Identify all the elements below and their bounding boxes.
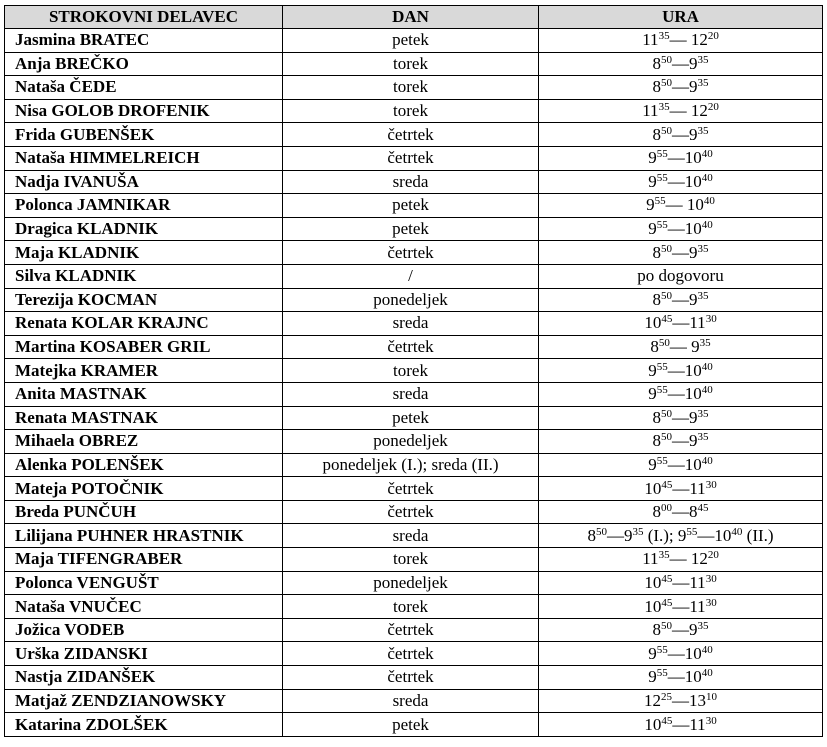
- time-text: — 12: [669, 549, 708, 569]
- time-minutes: 40: [731, 525, 743, 538]
- staff-name: Martina KOSABER GRIL: [5, 335, 283, 359]
- table-row: [5, 382, 823, 406]
- time-text: —11: [672, 478, 706, 498]
- time-minutes: 00: [661, 502, 672, 515]
- time-text: —10: [667, 384, 702, 404]
- staff-name: Frida GUBENŠEK: [5, 123, 283, 147]
- table-row: [5, 29, 823, 53]
- consultation-time: [539, 430, 823, 454]
- staff-name: Urška ZIDANSKI: [5, 642, 283, 666]
- table-row: [5, 123, 823, 147]
- time-text: 9: [648, 384, 657, 404]
- time-text: 9: [648, 360, 657, 380]
- time-text: — 12: [669, 101, 708, 121]
- consultation-time: [539, 524, 823, 548]
- time-minutes: 50: [595, 525, 607, 538]
- time-minutes: 55: [656, 667, 668, 680]
- staff-name: Silva KLADNIK: [5, 264, 283, 288]
- time-minutes: 45: [661, 596, 673, 609]
- time-text: —11: [672, 572, 706, 592]
- consultation-day: petek: [283, 217, 539, 241]
- staff-name: Terezija KOCMAN: [5, 288, 283, 312]
- consultation-time: [539, 264, 823, 288]
- consultation-time: [539, 76, 823, 100]
- consultation-day: ponedeljek (I.); sreda (II.): [283, 453, 539, 477]
- time-text: 9: [648, 171, 657, 191]
- time-text: 8: [652, 77, 661, 97]
- staff-name: Katarina ZDOLŠEK: [5, 713, 283, 737]
- consultation-day: torek: [283, 99, 539, 123]
- time-minutes: 40: [701, 171, 713, 184]
- time-minutes: 50: [661, 53, 672, 66]
- consultation-day: torek: [283, 548, 539, 572]
- table-row: [5, 642, 823, 666]
- time-text: 10: [644, 313, 662, 333]
- time-text: —13: [672, 690, 706, 710]
- time-minutes: 35: [658, 101, 670, 114]
- time-minutes: 55: [656, 171, 668, 184]
- consultation-day: četrtek: [283, 477, 539, 501]
- consultation-day: četrtek: [283, 123, 539, 147]
- consultation-day: sreda: [283, 382, 539, 406]
- table-row: [5, 312, 823, 336]
- time-minutes: 40: [701, 384, 713, 397]
- consultation-day: petek: [283, 194, 539, 218]
- time-text: 8: [652, 431, 661, 451]
- time-text: —9: [672, 53, 698, 73]
- time-text: 9: [648, 148, 657, 168]
- time-minutes: 35: [699, 337, 711, 350]
- time-minutes: 35: [697, 242, 709, 255]
- time-minutes: 50: [661, 407, 672, 420]
- table-row: [5, 666, 823, 690]
- time-text: —9: [672, 242, 698, 262]
- time-minutes: 50: [661, 77, 672, 90]
- time-text: —9: [672, 431, 698, 451]
- table-row: [5, 618, 823, 642]
- time-text: —10: [667, 360, 702, 380]
- consultation-time: [539, 194, 823, 218]
- time-minutes: 35: [697, 289, 709, 302]
- time-minutes: 45: [661, 478, 673, 491]
- table-row: [5, 477, 823, 501]
- time-minutes: 35: [697, 124, 709, 137]
- consultation-day: četrtek: [283, 146, 539, 170]
- time-text: 8: [652, 289, 661, 309]
- header-day: DAN: [283, 6, 539, 29]
- time-minutes: 35: [632, 525, 644, 538]
- consultation-day: sreda: [283, 689, 539, 713]
- consultation-time: [539, 595, 823, 619]
- time-minutes: 55: [656, 384, 668, 397]
- time-minutes: 40: [701, 643, 713, 656]
- table-row: [5, 406, 823, 430]
- staff-name: Nataša HIMMELREICH: [5, 146, 283, 170]
- time-text: —10: [667, 148, 702, 168]
- time-minutes: 35: [697, 431, 709, 444]
- header-row: [5, 6, 823, 29]
- time-text: 8: [650, 337, 659, 357]
- table-row: [5, 194, 823, 218]
- time-text: 11: [642, 101, 659, 121]
- staff-name: Matejka KRAMER: [5, 359, 283, 383]
- time-minutes: 45: [661, 572, 673, 585]
- staff-name: Anja BREČKO: [5, 52, 283, 76]
- time-text: —11: [672, 714, 706, 734]
- time-text: 8: [652, 53, 661, 73]
- table-row: [5, 430, 823, 454]
- consultation-day: sreda: [283, 170, 539, 194]
- time-text: — 9: [669, 337, 700, 357]
- staff-name: Dragica KLADNIK: [5, 217, 283, 241]
- consultation-time: [539, 713, 823, 737]
- time-text: —9: [672, 77, 698, 97]
- staff-name: Nastja ZIDANŠEK: [5, 666, 283, 690]
- time-minutes: 50: [658, 337, 670, 350]
- time-text: 9: [648, 454, 657, 474]
- staff-name: Maja TIFENGRABER: [5, 548, 283, 572]
- consultation-time: [539, 123, 823, 147]
- consultation-day: sreda: [283, 312, 539, 336]
- time-minutes: 10: [706, 690, 717, 703]
- time-text: 8: [652, 407, 661, 427]
- staff-name: Matjaž ZENDZIANOWSKY: [5, 689, 283, 713]
- time-minutes: 40: [701, 219, 713, 232]
- time-minutes: 40: [703, 195, 715, 208]
- staff-name: Nisa GOLOB DROFENIK: [5, 99, 283, 123]
- time-minutes: 35: [697, 77, 709, 90]
- time-text: 10: [644, 478, 662, 498]
- time-minutes: 55: [656, 148, 668, 161]
- consultation-hours-table: [4, 5, 823, 737]
- staff-name: Jasmina BRATEC: [5, 29, 283, 53]
- time-text: 9: [648, 667, 657, 687]
- table-row: [5, 76, 823, 100]
- staff-name: Anita MASTNAK: [5, 382, 283, 406]
- consultation-day: četrtek: [283, 500, 539, 524]
- time-minutes: 25: [661, 690, 672, 703]
- time-minutes: 50: [661, 620, 672, 633]
- time-text: (I.); 9: [643, 525, 687, 545]
- consultation-time: [539, 382, 823, 406]
- staff-name: Renata MASTNAK: [5, 406, 283, 430]
- header-time: URA: [539, 6, 823, 29]
- staff-name: Maja KLADNIK: [5, 241, 283, 265]
- table-row: [5, 99, 823, 123]
- consultation-day: četrtek: [283, 335, 539, 359]
- consultation-day: torek: [283, 595, 539, 619]
- table-row: [5, 288, 823, 312]
- time-text: —11: [672, 313, 706, 333]
- time-text: 8: [652, 124, 661, 144]
- staff-name: Polonca JAMNIKAR: [5, 194, 283, 218]
- time-minutes: 30: [705, 313, 717, 326]
- time-minutes: 50: [661, 431, 672, 444]
- time-text: 8: [652, 242, 661, 262]
- time-minutes: 35: [658, 30, 670, 43]
- staff-name: Renata KOLAR KRAJNC: [5, 312, 283, 336]
- time-minutes: 55: [686, 525, 698, 538]
- time-minutes: 55: [656, 360, 668, 373]
- time-minutes: 50: [661, 289, 672, 302]
- consultation-time: [539, 406, 823, 430]
- table-row: [5, 241, 823, 265]
- time-text: —9: [672, 407, 698, 427]
- consultation-day: torek: [283, 359, 539, 383]
- staff-name: Polonca VENGUŠT: [5, 571, 283, 595]
- consultation-time: [539, 52, 823, 76]
- time-text: —10: [667, 219, 702, 239]
- consultation-time: [539, 618, 823, 642]
- time-minutes: 45: [661, 714, 673, 727]
- consultation-time: [539, 548, 823, 572]
- time-minutes: 45: [697, 502, 709, 515]
- time-minutes: 55: [656, 454, 668, 467]
- time-minutes: 40: [701, 667, 713, 680]
- time-text: —10: [667, 454, 702, 474]
- table-header: [5, 6, 823, 29]
- consultation-day: četrtek: [283, 642, 539, 666]
- time-minutes: 20: [707, 30, 719, 43]
- staff-name: Nataša ČEDE: [5, 76, 283, 100]
- consultation-day: četrtek: [283, 666, 539, 690]
- time-text: 11: [642, 30, 659, 50]
- consultation-day: /: [283, 264, 539, 288]
- consultation-time: [539, 571, 823, 595]
- consultation-time: [539, 29, 823, 53]
- time-text: —9: [606, 525, 633, 545]
- time-text: po dogovoru: [637, 266, 724, 286]
- time-text: (II.): [742, 525, 774, 545]
- table-row: [5, 335, 823, 359]
- time-minutes: 35: [658, 549, 670, 562]
- time-minutes: 35: [697, 407, 709, 420]
- consultation-time: [539, 359, 823, 383]
- time-minutes: 55: [656, 643, 668, 656]
- staff-name: Mateja POTOČNIK: [5, 477, 283, 501]
- table-row: [5, 264, 823, 288]
- staff-name: Breda PUNČUH: [5, 500, 283, 524]
- consultation-time: [539, 335, 823, 359]
- consultation-time: [539, 217, 823, 241]
- consultation-time: [539, 170, 823, 194]
- time-minutes: 35: [697, 620, 709, 633]
- time-minutes: 40: [701, 454, 713, 467]
- time-minutes: 30: [705, 714, 717, 727]
- table-body: [5, 29, 823, 737]
- time-text: —9: [672, 124, 698, 144]
- time-text: —10: [667, 643, 702, 663]
- time-minutes: 30: [705, 572, 717, 585]
- consultation-day: petek: [283, 406, 539, 430]
- time-minutes: 40: [701, 148, 713, 161]
- time-minutes: 40: [701, 360, 713, 373]
- consultation-time: [539, 99, 823, 123]
- table-row: [5, 500, 823, 524]
- header-staff: STROKOVNI DELAVEC: [5, 6, 283, 29]
- time-text: 9: [648, 643, 657, 663]
- time-text: —8: [672, 502, 698, 522]
- consultation-time: [539, 689, 823, 713]
- consultation-time: [539, 312, 823, 336]
- consultation-day: ponedeljek: [283, 288, 539, 312]
- consultation-day: četrtek: [283, 618, 539, 642]
- time-text: —10: [697, 525, 732, 545]
- table-row: [5, 713, 823, 737]
- time-text: 8: [652, 620, 661, 640]
- time-minutes: 55: [654, 195, 666, 208]
- consultation-time: [539, 146, 823, 170]
- time-text: 8: [587, 525, 596, 545]
- consultation-day: sreda: [283, 524, 539, 548]
- consultation-time: [539, 642, 823, 666]
- time-minutes: 35: [697, 53, 709, 66]
- time-minutes: 50: [661, 242, 672, 255]
- table-row: [5, 689, 823, 713]
- table-row: [5, 146, 823, 170]
- time-text: 10: [644, 714, 662, 734]
- consultation-day: torek: [283, 52, 539, 76]
- time-text: —9: [672, 620, 698, 640]
- table-row: [5, 217, 823, 241]
- table-row: [5, 548, 823, 572]
- consultation-day: torek: [283, 76, 539, 100]
- time-text: 11: [642, 549, 659, 569]
- time-minutes: 30: [705, 596, 717, 609]
- consultation-time: [539, 666, 823, 690]
- consultation-day: ponedeljek: [283, 571, 539, 595]
- time-text: 12: [644, 690, 661, 710]
- time-minutes: 30: [705, 478, 717, 491]
- consultation-time: [539, 453, 823, 477]
- time-text: —10: [667, 667, 702, 687]
- staff-name: Mihaela OBREZ: [5, 430, 283, 454]
- time-text: — 12: [669, 30, 708, 50]
- consultation-day: petek: [283, 713, 539, 737]
- time-text: —11: [672, 596, 706, 616]
- consultation-day: petek: [283, 29, 539, 53]
- time-text: 10: [644, 572, 662, 592]
- time-minutes: 50: [661, 124, 672, 137]
- time-minutes: 55: [656, 219, 668, 232]
- table-row: [5, 453, 823, 477]
- time-minutes: 20: [707, 549, 719, 562]
- table-row: [5, 524, 823, 548]
- table-row: [5, 359, 823, 383]
- time-text: — 10: [665, 195, 704, 215]
- consultation-time: [539, 500, 823, 524]
- consultation-day: četrtek: [283, 241, 539, 265]
- consultation-time: [539, 477, 823, 501]
- time-minutes: 45: [661, 313, 673, 326]
- time-text: 10: [644, 596, 662, 616]
- consultation-time: [539, 241, 823, 265]
- time-minutes: 20: [707, 101, 719, 114]
- staff-name: Nadja IVANUŠA: [5, 170, 283, 194]
- time-text: 9: [646, 195, 655, 215]
- table-row: [5, 52, 823, 76]
- time-text: 8: [652, 502, 661, 522]
- table-row: [5, 571, 823, 595]
- staff-name: Jožica VODEB: [5, 618, 283, 642]
- staff-name: Lilijana PUHNER HRASTNIK: [5, 524, 283, 548]
- table-row: [5, 170, 823, 194]
- time-text: —10: [667, 171, 702, 191]
- time-text: 9: [648, 219, 657, 239]
- table-row: [5, 595, 823, 619]
- consultation-time: [539, 288, 823, 312]
- staff-name: Nataša VNUČEC: [5, 595, 283, 619]
- staff-name: Alenka POLENŠEK: [5, 453, 283, 477]
- consultation-day: ponedeljek: [283, 430, 539, 454]
- time-text: —9: [672, 289, 698, 309]
